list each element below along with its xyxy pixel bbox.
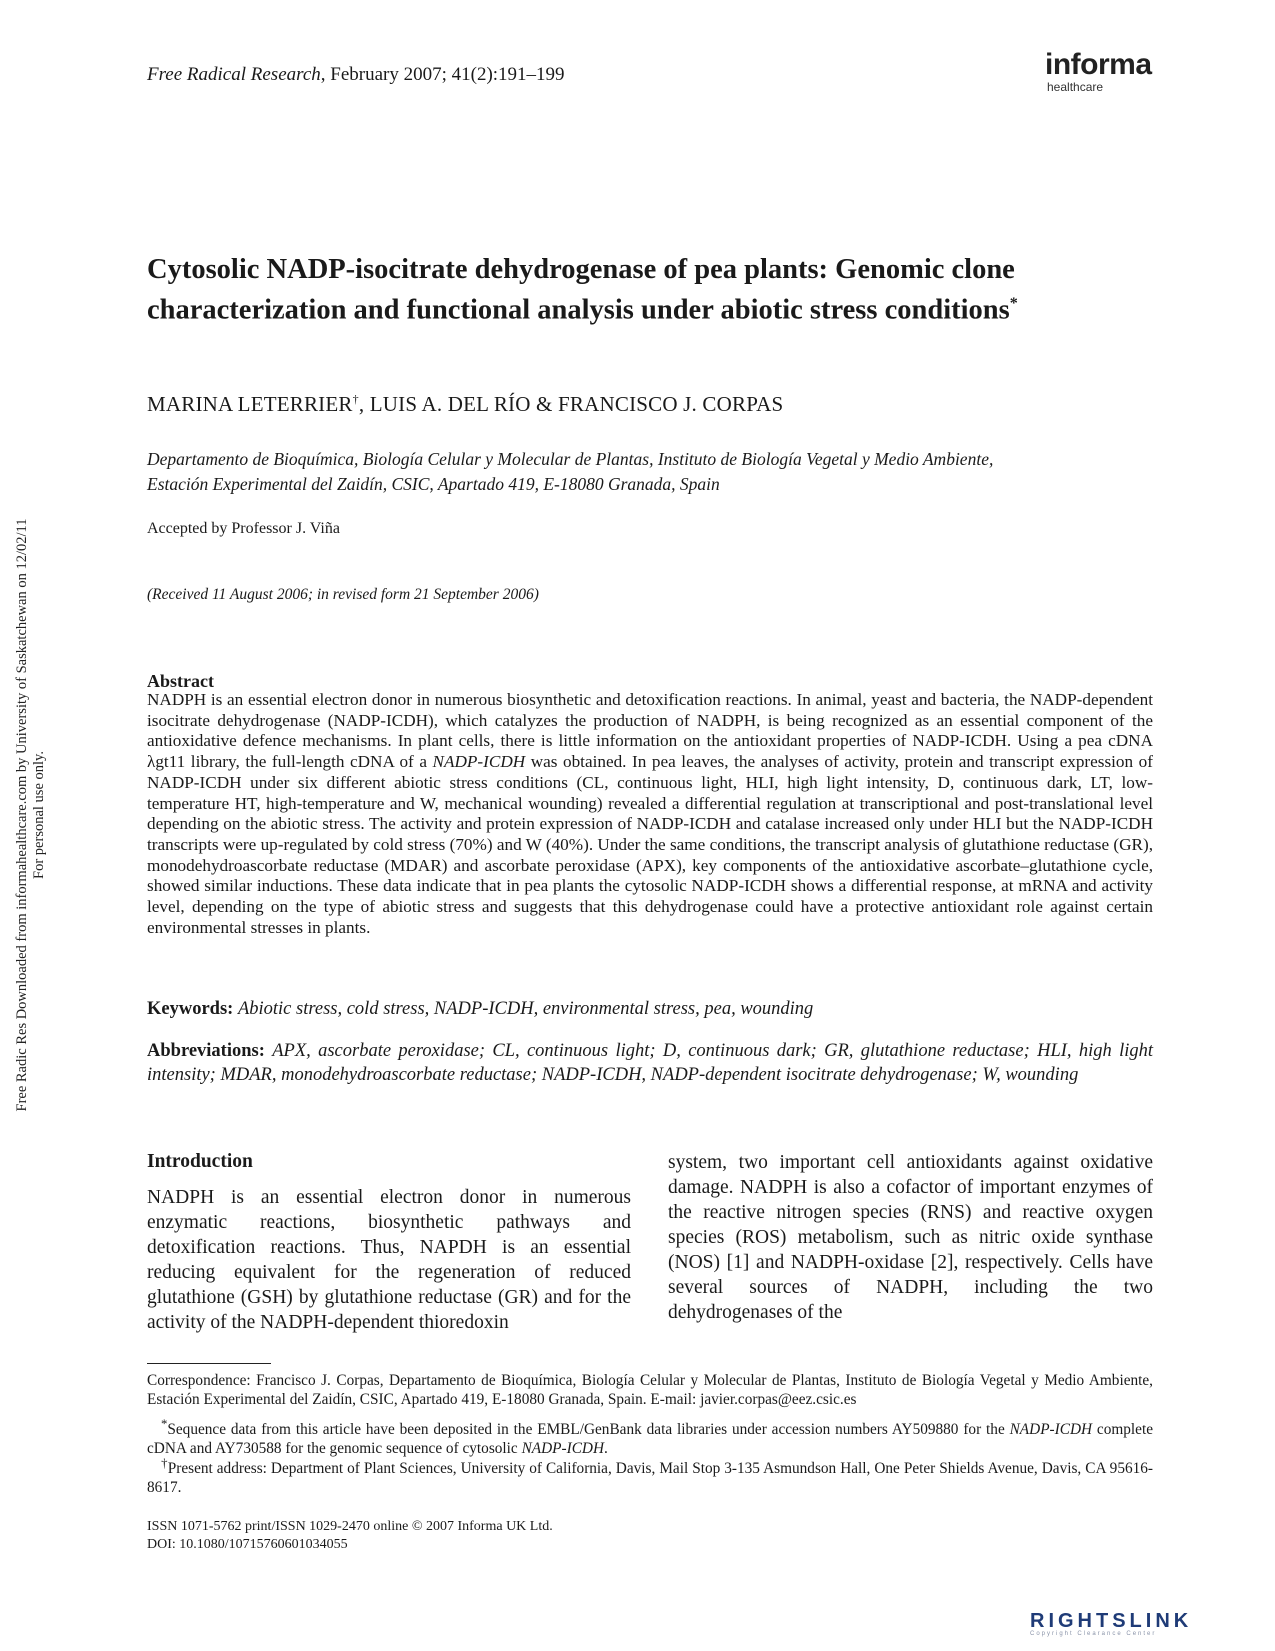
sequence-text-3: . (604, 1439, 608, 1457)
footnote-present-address (147, 1454, 1153, 1497)
watermark-line2: For personal use only. (31, 751, 47, 879)
journal-citation (147, 64, 565, 86)
footnote-rule (147, 1363, 271, 1364)
footnote-sequence (147, 1415, 1153, 1458)
affiliation-line2: Estación Experimental del Zaidín, CSIC, Apartado 419, E-18080 Granada, Spain (147, 474, 720, 494)
present-address-text: Present address: Department of Plant Sciences, University of California, Davis, Mail Stop 3-135 Asmundson Hall, One Peter Shields Avenue, Davis, CA 95616-8617. (147, 1460, 1154, 1496)
sequence-text-1: Sequence data from this article have been deposited in the EMBL/GenBank data libraries under accession numbers AY509880 for the (167, 1421, 1010, 1439)
affiliation (147, 447, 1153, 497)
abstract-text-part1: NADPH is an essential electron donor in numerous biosynthetic and detoxification reactions. In animal, yeast and bacteria, the NADP-dependent isocitrate dehydrogenase (NADP-ICDH), which catalyzes the production of NADPH, is being recognized as an essential component of the antioxidative defence mechanisms. In plant cells, there is little information on the antioxidant properties of NADP-ICDH. Using a pea cDNA λgt11 library, the full-length cDNA of a (147, 690, 1153, 772)
introduction-heading: Introduction (147, 1151, 253, 1172)
author-1-mark: † (352, 392, 359, 406)
introduction-column-right: system, two important cell antioxidants against oxidative damage. NADPH is also a cofactor of important enzymes of the reactive nitrogen species (RNS) and reactive oxygen species (ROS) metabolism, such as nitric oxide synthase (NOS) [1] and NADPH-oxidase [2], respectively. Cells have several sources of NADPH, including the two dehydrogenases of the (668, 1152, 1153, 1323)
rightslink-main: RIGHTSLINK (1030, 1610, 1193, 1632)
article-title (147, 253, 1153, 328)
keywords (147, 999, 1153, 1020)
accepted-by: Accepted by Professor J. Viña (147, 520, 340, 537)
sequence-italic-1: NADP-ICDH (1009, 1421, 1093, 1439)
abbreviations-value: APX, ascorbate peroxidase; CL, continuous light; D, continuous dark; GR, glutathione reductase; HLI, high light intensity; MDAR, monodehydroascorbate reductase; NADP-ICDH, NADP-dependent isocitrate dehydrogenase; W, wounding (147, 1041, 1154, 1085)
keywords-label: Keywords: (147, 999, 234, 1019)
received-dates: (Received 11 August 2006; in revised form 21 September 2006) (147, 586, 539, 603)
download-watermark (14, 465, 48, 1165)
watermark-line1: Free Radic Res Downloaded from informahealthcare.com by University of Saskatchewan on 12/02/11 (14, 518, 30, 1112)
affiliation-line1: Departamento de Bioquímica, Biología Celular y Molecular de Plantas, Instituto de Biología Vegetal y Medio Ambiente, (147, 449, 994, 469)
sequence-italic-2: NADP-ICDH (521, 1439, 604, 1457)
abstract-text (147, 690, 1153, 938)
sequence-text-2: complete cDNA and AY730588 for the genomic sequence of cytosolic (147, 1421, 1153, 1457)
journal-name: Free Radical Research (147, 64, 321, 85)
footnote-correspondence: Correspondence: Francisco J. Corpas, Departamento de Bioquímica, Biología Celular y Molecular de Plantas, Instituto de Biología Vegetal y Medio Ambiente, Estación Experimental del Zaidín, CSIC, Apartado 419, E-18080 Granada, Spain. E-mail: javier.corpas@eez.csic.es (147, 1372, 1153, 1408)
title-footnote-mark: * (1009, 295, 1018, 312)
author-list (147, 392, 783, 417)
abbreviations (147, 1040, 1153, 1087)
issn-doi (147, 1518, 553, 1554)
sequence-mark: * (161, 1417, 168, 1431)
present-address-mark: † (161, 1456, 168, 1470)
rightslink-logo[interactable] (1030, 1610, 1260, 1637)
issn-line: ISSN 1071-5762 print/ISSN 1029-2470 online © 2007 Informa UK Ltd. (147, 1519, 553, 1534)
abstract-text-part2: was obtained. In pea leaves, the analyses of activity, protein and transcript expression of NADP-ICDH under six different abiotic stress conditions (CL, continuous light, HLI, high light intensity, D, continuous dark, LT, low-temperature HT, high-temperature and W, mechanical wounding) revealed a differential regulation at transcriptional and post-translational level depending on the abiotic stress. The activity and protein expression of NADP-ICDH and catalase increased only under HLI but the NADP-ICDH transcripts were up-regulated by cold stress (70%) and W (40%). Under the same conditions, the transcript analysis of glutathione reductase (GR), monodehydroascorbate reductase (MDAR) and ascorbate peroxidase (APX), key components of the antioxidative ascorbate–glutathione cycle, showed similar inductions. These data indicate that in pea plants the cytosolic NADP-ICDH shows a differential response, at mRNA and activity level, depending on the type of abiotic stress and suggests that this dehydrogenase could have a protective antioxidant role against certain environmental stresses in plants. (147, 752, 1153, 937)
authors-rest: , LUIS A. DEL RÍO & FRANCISCO J. CORPAS (358, 392, 784, 416)
introduction-column-left: NADPH is an essential electron donor in numerous enzymatic reactions, biosynthetic pathways and detoxification reactions. Thus, NAPDH is an essential reducing equivalent for the regeneration of reduced glutathione (GSH) by glutathione reductase (GR) and for the activity of the NADPH-dependent thioredoxin (147, 1187, 631, 1333)
logo-main: informa (1045, 48, 1152, 81)
informa-logo (1045, 50, 1165, 94)
abbreviations-label: Abbreviations: (147, 1041, 265, 1061)
title-line1: Cytosolic NADP-isocitrate dehydrogenase of pea plants: Genomic clone (147, 254, 1015, 285)
rightslink-sub: Copyright Clearance Center (1030, 1631, 1157, 1637)
author-1: MARINA LETERRIER (147, 392, 353, 416)
abstract-text-italic: NADP-ICDH (432, 752, 526, 772)
keywords-value: Abiotic stress, cold stress, NADP-ICDH, environmental stress, pea, wounding (237, 999, 814, 1019)
title-line2: characterization and functional analysis under abiotic stress conditions (147, 294, 1010, 326)
doi-line: DOI: 10.1080/10715760601034055 (147, 1537, 348, 1552)
journal-issue: , February 2007; 41(2):191–199 (320, 64, 565, 85)
logo-sub: healthcare (1047, 80, 1104, 94)
abstract-heading: Abstract (147, 671, 214, 691)
